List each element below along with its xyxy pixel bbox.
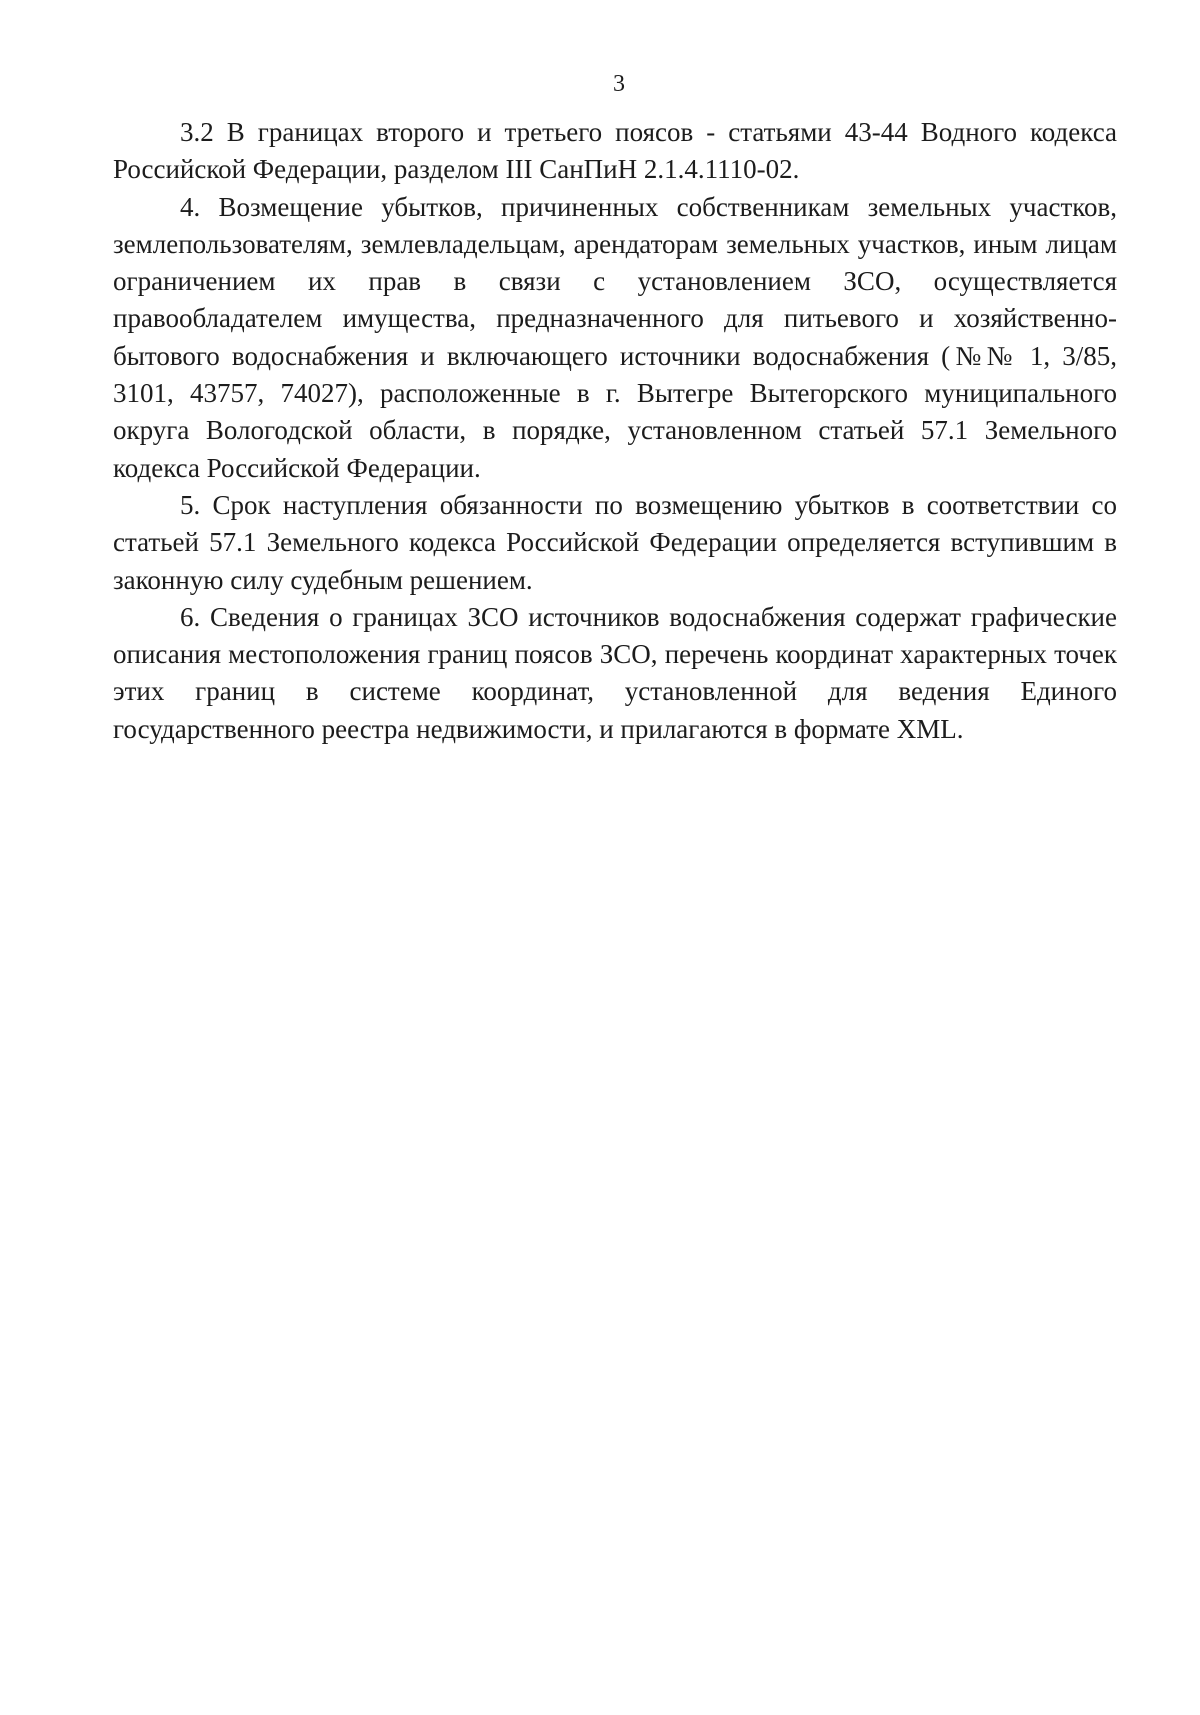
paragraph-3-2: 3.2 В границах второго и третьего поясов - статьями 43-44 Водного кодекса Российской Федерации, разделом III СанПиН 2.1.4.1110-02.	[113, 117, 1117, 185]
paragraph-5: 5. Срок наступления обязанности по возмещению убытков в соответствии со статьей 57.1 Земельного кодекса Российской Федерации определяется вступившим в законную силу судебным решением.	[113, 489, 1117, 595]
paragraph-4: 4. Возмещение убытков, причиненных собственникам земельных участков, землепользователям, землевладельцам, арендаторам земельных участков, иным лицам ограничением их прав в связи с установлением ЗСО, осуществляется правообладателем имущества, предназначенного для питьевого и хозяйственно-бытового водоснабжения и включающего источники водоснабжения (№№ 1, 3/85, 3101, 43757, 74027), расположенные в г. Вытегре Вытегорского муниципального округа Вологодской области, в порядке, установленном статьей 57.1 Земельного кодекса Российской Федерации.	[113, 191, 1117, 483]
document-body	[113, 114, 1117, 748]
paragraph-6: 6. Сведения о границах ЗСО источников водоснабжения содержат графические описания местоположения границ поясов ЗСО, перечень координат характерных точек этих границ в системе координат, установленной для ведения Единого государственного реестра недвижимости, и прилагаются в формате XML.	[113, 601, 1117, 744]
page-number: 3	[613, 71, 625, 97]
